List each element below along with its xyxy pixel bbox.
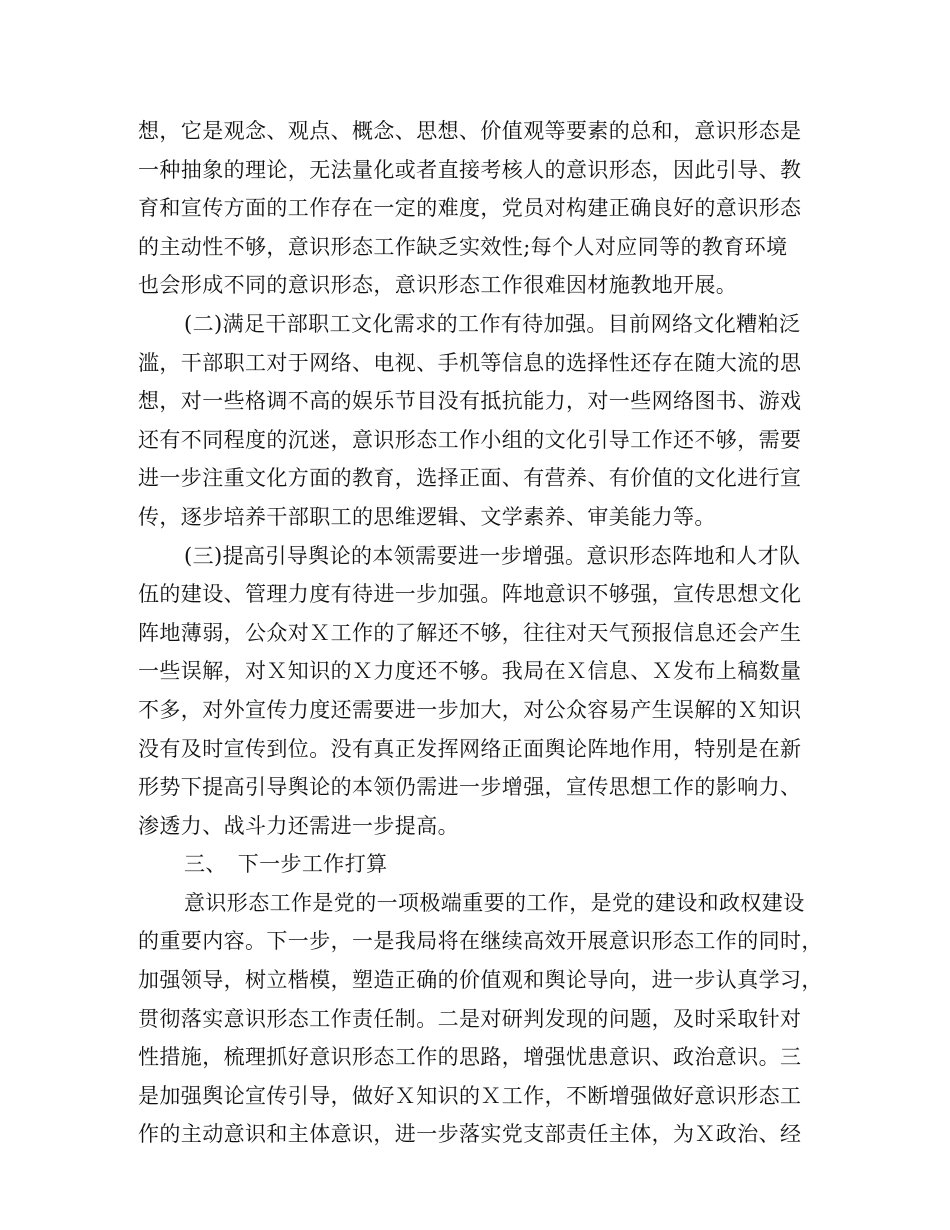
text-line: 传，逐步培养干部职工的思维逻辑、文学素养、审美能力等。 — [138, 504, 716, 529]
text-line: 渗透力、战斗力还需进一步提高。 — [138, 813, 459, 838]
text-line: 伍的建设、管理力度有待进一步加强。阵地意识不够强，宣传思想文化 — [138, 582, 802, 607]
text-line: 一种抽象的理论，无法量化或者直接考核人的意识形态，因此引导、教 — [138, 157, 802, 182]
text-line: 贯彻落实意识形态工作责任制。二是对研判发现的问题，及时采取针对 — [138, 1006, 802, 1031]
text-line: 不多，对外宣传力度还需要进一步加大，对公众容易产生误解的Ｘ知识 — [138, 697, 802, 722]
text-line: 加强领导，树立楷模，塑造正确的价值观和舆论导向，进一步认真学习， — [138, 968, 823, 993]
body-text — [138, 112, 823, 1154]
paragraph-4-first-line: 意识形态工作是党的一项极端重要的工作，是党的建设和政权建设 — [184, 890, 805, 915]
paragraph-3-heading-line: (三)提高引导舆论的本领需要进一步增强。意识形态阵地和人才队 — [184, 543, 801, 568]
text-line: 还有不同程度的沉迷，意识形态工作小组的文化引导工作还不够，需要 — [138, 427, 802, 452]
text-line: 没有及时宣传到位。没有真正发挥网络正面舆论阵地作用，特别是在新 — [138, 736, 802, 761]
text-line: 形势下提高引导舆论的本领仍需进一步增强，宣传思想工作的影响力、 — [138, 775, 802, 800]
text-line: 的主动性不够，意识形态工作缺乏实效性;每个人对应同等的教育环境 — [138, 234, 788, 259]
text-line: 想，对一些格调不高的娱乐节目没有抵抗能力，对一些网络图书、游戏 — [138, 389, 802, 414]
text-line: 的重要内容。下一步，一是我局将在继续高效开展意识形态工作的同时， — [138, 929, 823, 954]
text-line: 想，它是观念、观点、概念、思想、价值观等要素的总和，意识形态是 — [138, 119, 802, 143]
text-line: 滥，干部职工对于网络、电视、手机等信息的选择性还存在随大流的思 — [138, 350, 802, 375]
text-line: 阵地薄弱，公众对Ｘ工作的了解还不够，往往对天气预报信息还会产生 — [138, 620, 802, 645]
text-line: 作的主动意识和主体意识，进一步落实党支部责任主体，为Ｘ政治、经 — [138, 1122, 802, 1147]
text-line: 也会形成不同的意识形态，意识形态工作很难因材施教地开展。 — [138, 273, 738, 298]
section-heading: 三、 下一步工作打算 — [184, 852, 388, 877]
text-line: 性措施，梳理抓好意识形态工作的思路，增强忧患意识、政治意识。三 — [138, 1045, 802, 1070]
text-line: 是加强舆论宣传引导，做好Ｘ知识的Ｘ工作，不断增强做好意识形态工 — [138, 1083, 802, 1108]
text-line: 育和宣传方面的工作存在一定的难度，党员对构建正确良好的意识形态 — [138, 196, 802, 221]
text-line: 一些误解，对Ｘ知识的Ｘ力度还不够。我局在Ｘ信息、Ｘ发布上稿数量 — [138, 659, 802, 684]
text-line: 进一步注重文化方面的教育，选择正面、有营养、有价值的文化进行宣 — [138, 466, 802, 491]
paragraph-2-heading-line: (二)满足干部职工文化需求的工作有待加强。目前网络文化糟粕泛 — [184, 311, 801, 336]
